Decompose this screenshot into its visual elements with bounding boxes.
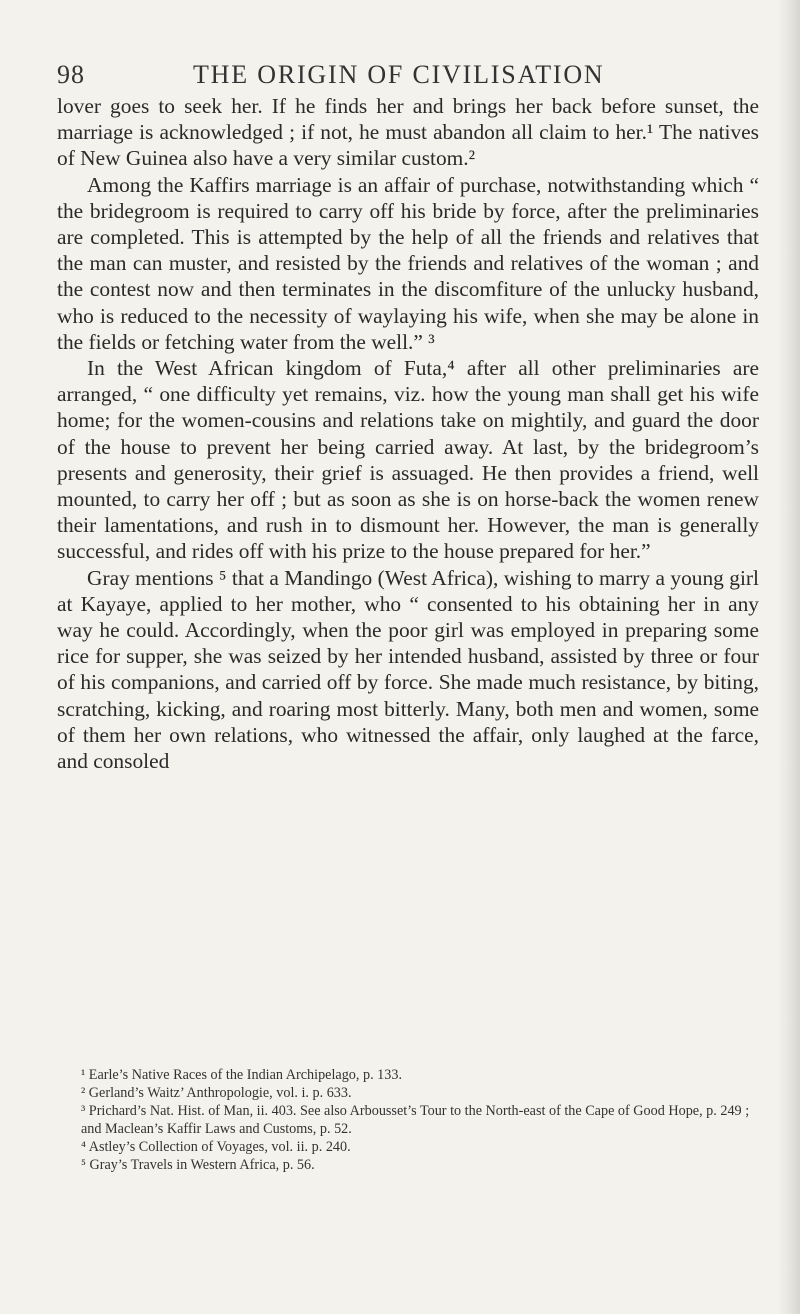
footnote: ⁵ Gray’s Travels in Western Africa, p. 56. (81, 1157, 315, 1174)
paragraph: Gray mentions ⁵ that a Mandingo (West Africa), wishing to marry a young girl at Kayaye, applied to her mother, who “ consented to his obtaining her in any way he could. Accordingly, when the poor girl was employed in preparing some rice for supper, she was seized by her intended husband, assisted by three or four of his companions, and carried off by force. She made much resistance, by biting, scratching, kicking, and roaring most bitterly. Many, both men and women, some of them her own relations, who witnessed the affair, only laughed at the farce, and consoled (57, 565, 759, 774)
paragraph: lover goes to seek her. If he finds her and brings her back before sunset, the marriage is acknowledged ; if not, he must abandon all claim to her.¹ The natives of New Guinea also have a very similar custom.² (57, 94, 759, 171)
paragraph: Among the Kaffirs marriage is an affair of purchase, notwithstanding which “ the bridegroom is required to carry off his bride by force, after the preliminaries are completed. This is attempted by the help of all the friends and relatives that the man can muster, and resisted by the friends and relatives of the woman ; and the contest now and then terminates in the discomfiture of the unlucky husband, who is reduced to the necessity of waylaying his wife, when she may be alone in the fields or fetching water from the well.” ³ (57, 172, 759, 354)
footnote: ⁴ Astley’s Collection of Voyages, vol. ii. p. 240. (81, 1139, 351, 1156)
running-header (57, 58, 757, 98)
body-text (57, 93, 759, 774)
page-number: 98 (57, 60, 85, 89)
footnote: ² Gerland’s Waitz’ Anthropologie, vol. i. p. 633. (81, 1085, 352, 1102)
running-title: THE ORIGIN OF CIVILISATION (193, 60, 605, 89)
footnote: ³ Prichard’s Nat. Hist. of Man, ii. 403. See also Arbousset’s Tour to the North-east of the Cape of Good Hope, p. 249 ; and Maclean’s Kaffir Laws and Customs, p. 52. (81, 1103, 750, 1138)
footnotes (57, 1066, 759, 1175)
paragraph: In the West African kingdom of Futa,⁴ after all other preliminaries are arranged, “ one difficulty yet remains, viz. how the young man shall get his wife home; for the women-cousins and relations take on mightily, and guard the door of the house to prevent her being carried away. At last, by the bridegroom’s presents and generosity, their grief is assuaged. He then provides a friend, well mounted, to carry her off ; but as soon as she is on horse-back the women renew their lamentations, and rush in to dismount her. However, the man is generally successful, and rides off with his prize to the house prepared for her.” (57, 356, 759, 564)
footnote: ¹ Earle’s Native Races of the Indian Archipelago, p. 133. (81, 1067, 403, 1083)
page-edge-shadow (778, 0, 800, 1314)
